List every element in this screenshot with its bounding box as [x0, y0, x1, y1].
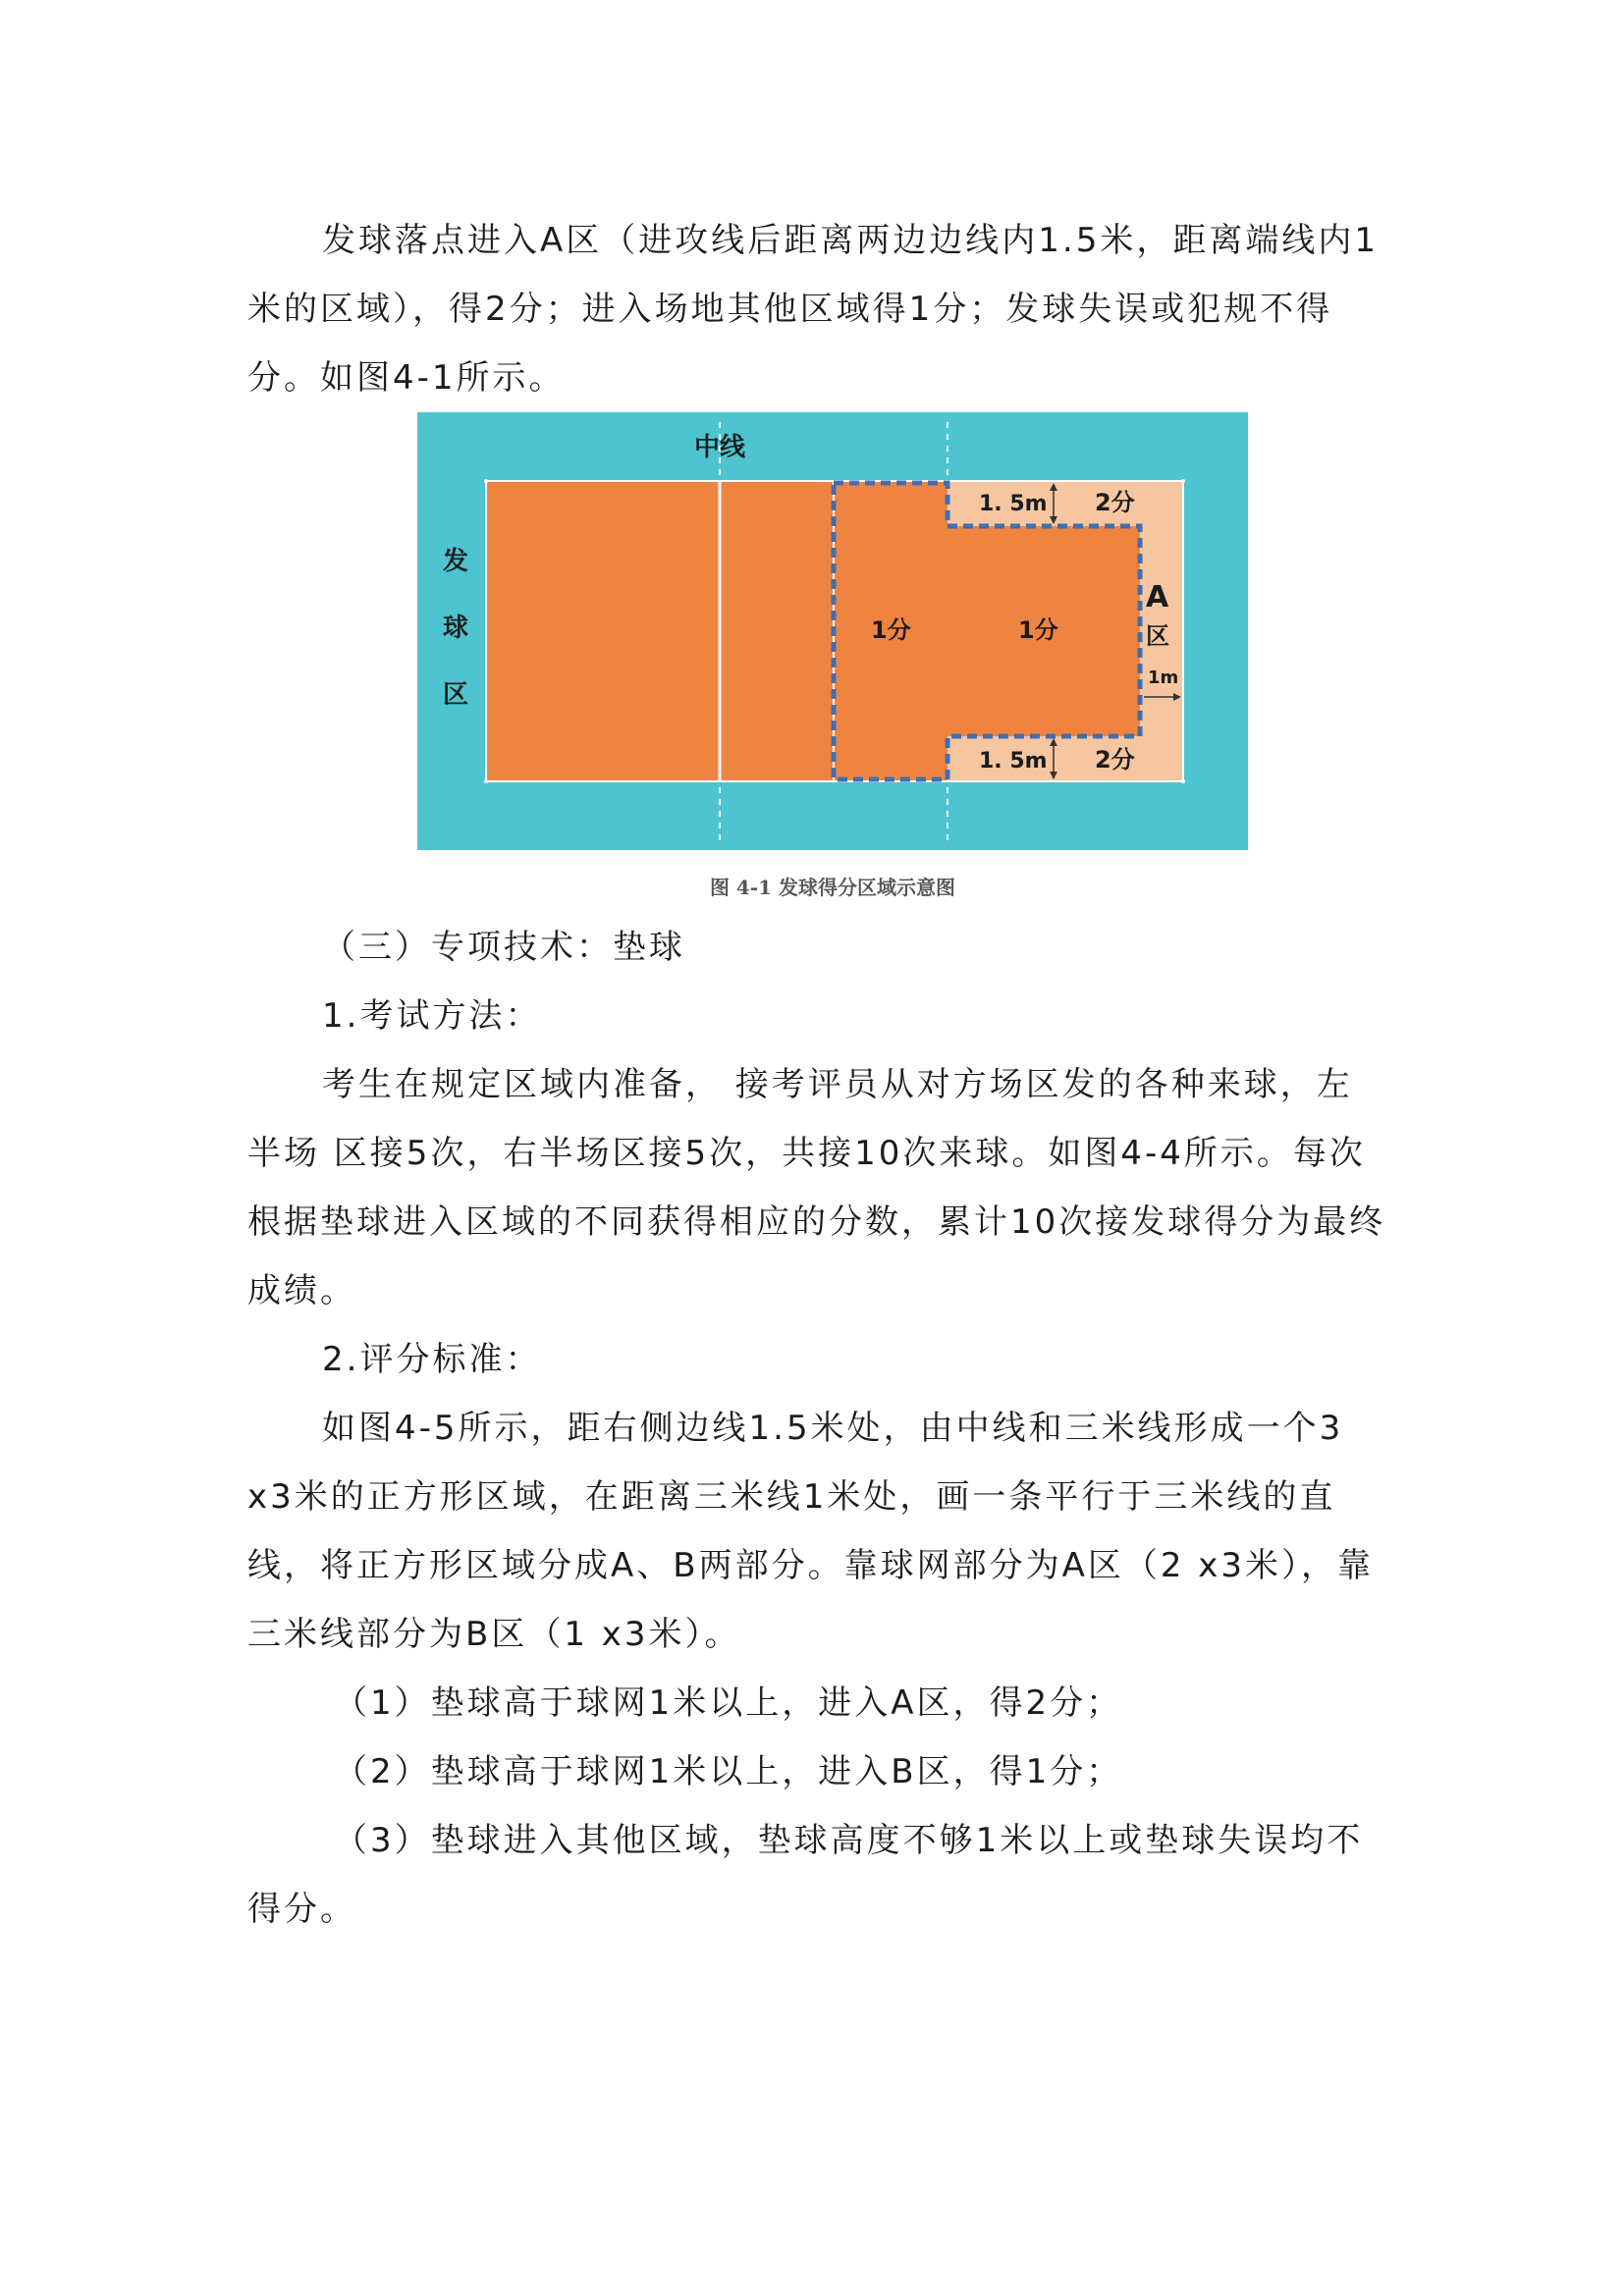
score-inner-right-label: 1分 [1018, 616, 1058, 644]
paragraph-test-method: 考生在规定区域内准备， 接考评员从对方场区发的各种来球，左半场 区接5次，右半场区接5次，共接10次来球。如图4-4所示。每次根据垫球进入区域的不同获得相应的分数，累计10次接发球得分为最终成绩。 [247, 1065, 1386, 1310]
paragraph-scoring-standard: 如图4-5所示，距右侧边线1.5米处，由中线和三米线形成一个3 x3米的正方形区域，在距离三米线1米处，画一条平行于三米线的直线，将正方形区域分成A、B两部分。靠球网部分为A区（2 x3米），靠三米线部分为B区（1 x3米）。 [247, 1409, 1375, 1654]
score-bottom-label: 2分 [1095, 746, 1135, 774]
scoring-item-2: （2）垫球高于球网1米以上，进入B区，得1分； [334, 1752, 1123, 1791]
center-line-label: 中线 [694, 433, 746, 462]
score-top-label: 2分 [1095, 489, 1135, 516]
heading-test-method: 1.考试方法： [322, 996, 542, 1036]
document-body [247, 206, 1386, 1944]
serve-zone-label-2: 球 [443, 614, 469, 643]
figure-4-1 [417, 412, 1248, 907]
scoring-item-1: （1）垫球高于球网1米以上，进入A区，得2分； [334, 1683, 1123, 1723]
serve-zone-label-3: 区 [443, 680, 469, 710]
score-inner-left-label: 1分 [871, 616, 911, 644]
zone-a-char: 区 [1146, 622, 1169, 650]
dim-end-label: 1m [1148, 667, 1179, 688]
serve-zone-label-1: 发 [443, 547, 469, 576]
serve-scoring-diagram [417, 412, 1248, 850]
figure-caption: 图 4-1 发球得分区域示意图 [709, 876, 956, 899]
heading-scoring-standard: 2.评分标准： [322, 1340, 542, 1379]
scoring-item-3: （3）垫球进入其他区域，垫球高度不够1米以上或垫球失误均不得分。 [247, 1821, 1364, 1929]
section-heading-digging: （三）专项技术：垫球 [322, 928, 685, 967]
dim-top-label: 1. 5m [979, 492, 1048, 516]
dim-bottom-label: 1. 5m [979, 749, 1048, 774]
zone-a-letter: A [1146, 580, 1169, 614]
paragraph-serve-scoring: 发球落点进入A区（进攻线后距离两边边线内1.5米，距离端线内1米的区域），得2分；进入场地其他区域得1分；发球失误或犯规不得分。如图4-1所示。 [247, 221, 1379, 398]
